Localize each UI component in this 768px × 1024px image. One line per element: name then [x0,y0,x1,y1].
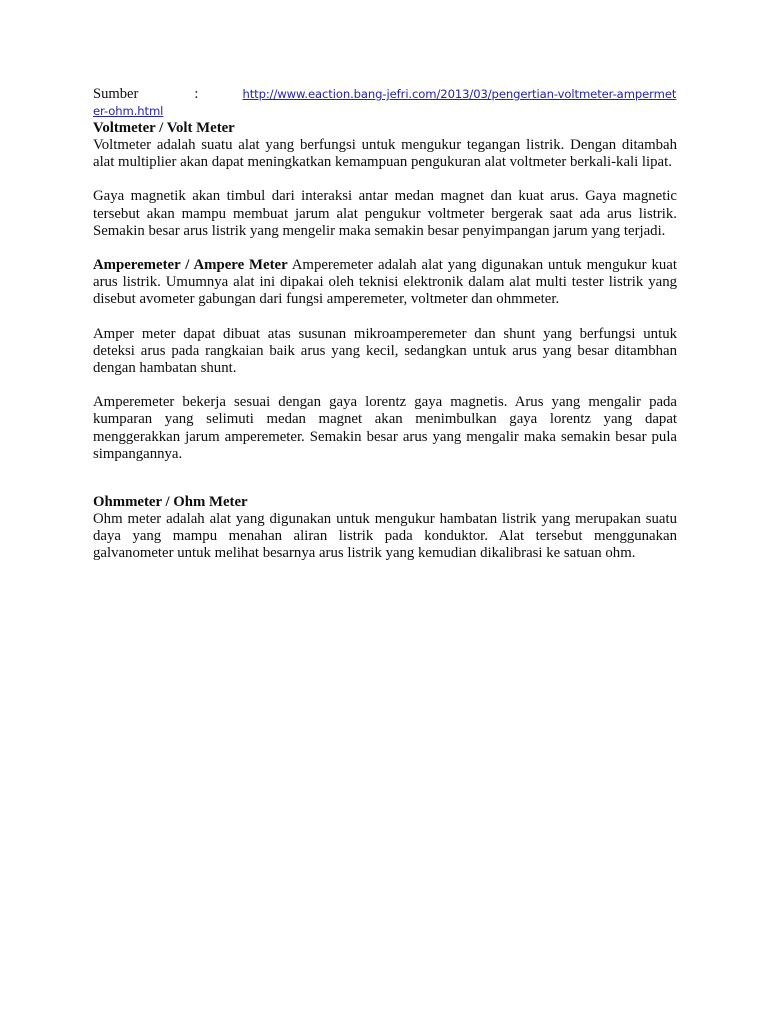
source-label: Sumber [93,86,139,102]
paragraph-voltmeter-1: Voltmeter adalah suatu alat yang berfungsi untuk mengukur tegangan listrik. Dengan ditambah alat multiplier akan dapat meningkatkan kemampuan pengukuran alat voltmeter berkali-kali lipat. [93,137,677,171]
source-url-link[interactable]: http://www.eaction.bang-jefri.com/2013/03/pengertian-voltmeter-ampermeter-ohm.html [93,87,677,118]
document-content [93,86,677,563]
heading-ohmmeter: Ohmmeter / Ohm Meter [93,494,248,511]
heading-voltmeter: Voltmeter / Volt Meter [93,120,235,136]
paragraph-amperemeter-intro-text: Amperemeter adalah alat yang digunakan untuk mengukur kuat arus listrik. Umumnya alat ini dipakai oleh teknisi elektronik dalam alat multi tester listrik yang disebut avometer gabungan dari fungsi amperemeter, voltmeter dan ohmmeter. [93,257,677,308]
source-separator: : [194,86,199,102]
paragraph-ohmmeter-1: Ohm meter adalah alat yang digunakan untuk mengukur hambatan listrik yang merupakan suatu daya yang mampu menahan aliran listrik pada konduktor. Alat tersebut menggunakan galvanometer untuk melihat besarnya arus listrik yang kemudian dikalibrasi ke satuan ohm. [93,511,677,562]
heading-amperemeter: Amperemeter / Ampere Meter [93,257,288,274]
paragraph-amperemeter-intro [93,257,677,309]
paragraph-voltmeter-2: Gaya magnetik akan timbul dari interaksi antar medan magnet dan kuat arus. Gaya magnetic tersebut akan mampu membuat jarum alat pengukur voltmeter bergerak saat ada arus listrik. Semakin besar arus listrik yang mengelir maka semakin besar penyimpangan jarum yang terjadi. [93,188,677,239]
paragraph-amperemeter-2: Amperemeter bekerja sesuai dengan gaya lorentz gaya magnetis. Arus yang mengalir pada kumparan yang selimuti medan magnet akan menimbulkan gaya lorentz yang dapat menggerakkan jarum amperemeter. Semakin besar arus yang mengalir maka semakin besar pula simpangannya. [93,394,677,462]
paragraph-amperemeter-1: Amper meter dapat dibuat atas susunan mikroamperemeter dan shunt yang berfungsi untuk deteksi arus pada rangkaian baik arus yang kecil, sedangkan untuk arus yang besar ditambhan dengan hambatan shunt. [93,325,677,377]
source-line [93,86,677,120]
